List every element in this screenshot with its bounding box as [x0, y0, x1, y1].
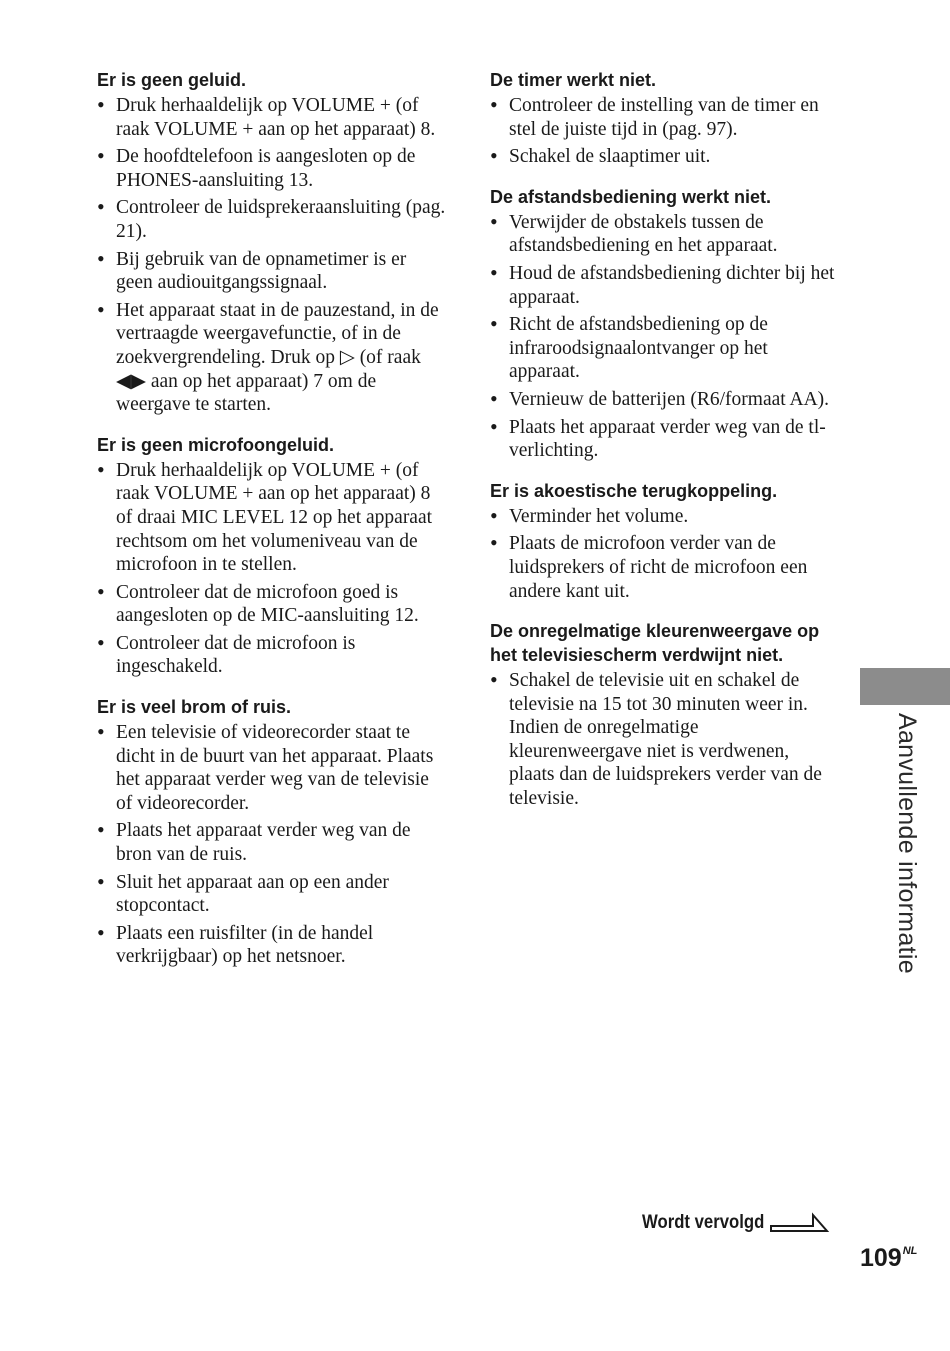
- side-tab-label: Aanvullende informatie: [893, 713, 921, 974]
- list-item: • Houd de afstandsbediening dichter bij het apparaat.: [490, 262, 835, 309]
- section-heading: Er is veel brom of ruis.: [97, 697, 292, 718]
- section-tv-colour: [490, 619, 835, 811]
- section-heading: Er is geen microfoongeluid.: [97, 434, 335, 455]
- right-column: [490, 68, 835, 827]
- continued-indicator: [642, 1212, 831, 1234]
- section-heading: Er is akoestische terugkoppeling.: [490, 480, 778, 501]
- section-heading: De onregelmatige kleurenweergave op het televisiescherm verdwijnt niet.: [490, 621, 820, 666]
- list-item: • Plaats het apparaat verder weg van de tl-verlichting.: [490, 416, 835, 463]
- list-item: • Druk herhaaldelijk op VOLUME + (of raak VOLUME + aan op het apparaat) 8 of draai MIC LEVEL 12 op het apparaat rechtsom om het volumeniveau van de microfoon in te stellen.: [97, 459, 447, 577]
- section-feedback: [490, 479, 835, 603]
- section-heading: Er is geen geluid.: [97, 70, 247, 90]
- list-item: • Druk herhaaldelijk op VOLUME + (of raak VOLUME + aan op het apparaat) 8.: [97, 94, 447, 141]
- section-heading: De afstandsbediening werkt niet.: [490, 186, 772, 207]
- section-timer: [490, 68, 835, 169]
- list-item: • Verwijder de obstakels tussen de afstandsbediening en het apparaat.: [490, 211, 835, 258]
- list-item: • Vernieuw de batterijen (R6/formaat AA).: [490, 388, 835, 412]
- bullet-list: [490, 669, 835, 811]
- list-item: • Controleer dat de microfoon goed is aangesloten op de MIC-aansluiting 12.: [97, 581, 447, 628]
- list-item: • Bij gebruik van de opnametimer is er geen audiouitgangssignaal.: [97, 248, 447, 295]
- bullet-list: [490, 505, 835, 603]
- language-code: NL: [902, 1245, 918, 1257]
- continue-arrow-icon: [769, 1212, 831, 1234]
- section-remote: [490, 185, 835, 463]
- continued-label: Wordt vervolgd: [642, 1212, 765, 1233]
- list-item: • Schakel de slaaptimer uit.: [490, 145, 835, 169]
- list-item: • Plaats de microfoon verder van de luidsprekers of richt de microfoon een andere kant uit.: [490, 532, 835, 603]
- bullet-list: [97, 94, 447, 417]
- bullet-list: [490, 211, 835, 463]
- list-item: • Plaats het apparaat verder weg van de bron van de ruis.: [97, 819, 447, 866]
- side-tab-marker: [860, 668, 950, 705]
- bullet-list: [97, 721, 447, 969]
- list-item: • Richt de afstandsbediening op de infraroodsignaalontvanger op het apparaat.: [490, 313, 835, 384]
- section-no-mic-sound: [97, 433, 447, 679]
- list-item: • Schakel de televisie uit en schakel de televisie na 15 tot 30 minuten weer in. Indien de onregelmatige kleurenweergave niet is verdwenen, plaats dan de luidsprekers verder van de televisie.: [490, 669, 835, 811]
- list-item: • Verminder het volume.: [490, 505, 835, 529]
- section-no-sound: [97, 68, 447, 417]
- page-number: [860, 1244, 917, 1273]
- bullet-list: [97, 459, 447, 679]
- list-item: • Sluit het apparaat aan op een ander stopcontact.: [97, 871, 447, 918]
- list-item: • Een televisie of videorecorder staat te dicht in de buurt van het apparaat. Plaats het apparaat verder weg van de televisie of videorecorder.: [97, 721, 447, 815]
- left-column: [97, 68, 447, 985]
- list-item: • Controleer de luidsprekeraansluiting (pag. 21).: [97, 196, 447, 243]
- list-item: • Controleer de instelling van de timer en stel de juiste tijd in (pag. 97).: [490, 94, 835, 141]
- list-item: • Controleer dat de microfoon is ingeschakeld.: [97, 632, 447, 679]
- list-item: • Het apparaat staat in de pauzestand, in de vertraagde weergavefunctie, of in de zoekvergrendeling. Druk op ▷ (of raak ◀▶ aan op het apparaat) 7 om de weergave te starten.: [97, 299, 447, 417]
- section-heading: De timer werkt niet.: [490, 70, 657, 90]
- list-item: • De hoofdtelefoon is aangesloten op de PHONES-aansluiting 13.: [97, 145, 447, 192]
- page-number-value: 109: [860, 1244, 902, 1272]
- list-item: • Plaats een ruisfilter (in de handel verkrijgbaar) op het netsnoer.: [97, 922, 447, 969]
- section-hum-noise: [97, 695, 447, 969]
- bullet-list: [490, 94, 835, 169]
